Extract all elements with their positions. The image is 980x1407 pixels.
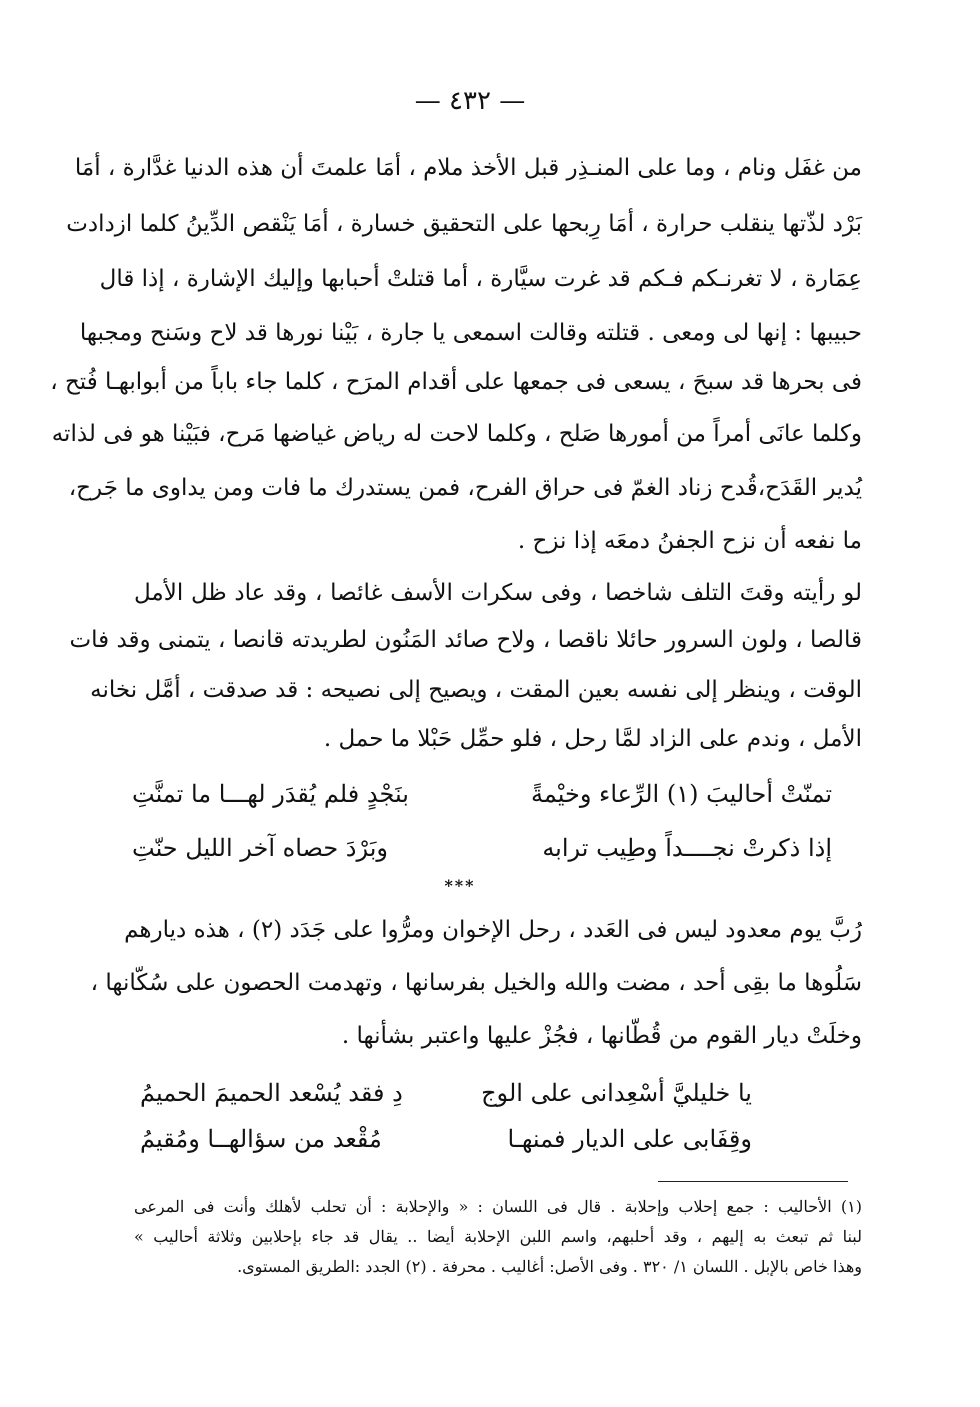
verse-1-line-2-first-hemistich: إذا ذكرتْ نجــــداً وطِيب ترابه (542, 834, 832, 862)
verse-1-line-1-second-hemistich: بنَجْدٍ فلم يُقدَر لهـــا ما تمنَّتِ (132, 780, 409, 808)
footnote-line-1: (١) الأحاليب : جمع إحلاب وإحلابة . قال فى اللسان : « والإحلابة : أن تحلب لأهلك وأنت فى المرعى (134, 1197, 862, 1216)
verse-2-line-2-first-hemistich: وقِفَابى على الديار فمنهـا (507, 1125, 752, 1153)
paragraph-2-line-1: لو رأيته وقتَ التلف شاخصا ، وفى سكرات الأسف غائصا ، وقد عاد ظل الأمل (134, 580, 862, 606)
footnote-line-3: وهذا خاص بالإبل . اللسان ١/ ٣٢٠ . وفى الأصل: أغاليب . محرفة . (٢) الجدد :الطريق المستوى. (237, 1257, 862, 1276)
footnote-line-2: لبنا ثم تبعث به إليهم ، وقد أحلبهم، واسم اللبن الإحلابة أيضا .. يقال قد جاء بإحلابين وثلاثة أحاليب » (134, 1227, 862, 1246)
paragraph-1-line-5: فى بحرها قد سبحَ ، يسعى فى جمعها على أقدام المرَح ، كلما جاء باباً من أبوابهـا فُتح ، (50, 369, 862, 395)
paragraph-1-line-8: ما نفعه أن نزح الجفنُ دمعَه إذا نزح . (517, 528, 862, 554)
page-number: — ٤٣٢ — (414, 86, 526, 116)
section-separator: *** (444, 876, 476, 895)
verse-2-line-2-second-hemistich: مُقْعد من سؤالهــا ومُقيمُ (140, 1125, 382, 1153)
paragraph-2-line-3: الوقت ، وينظر إلى نفسه بعين المقت ، ويصيح إلى نصيحه : قد صدقت ، أمَّل نخانه (90, 677, 862, 703)
verse-2-line-1-second-hemistich: دِ فقد يُسْعد الحميمَ الحميمُ (140, 1079, 403, 1107)
footnote-divider (658, 1181, 848, 1182)
paragraph-2-line-2: قالصا ، ولون السرور حائلا ناقصا ، ولاح صائد المَنُون لطريدته قانصا ، يتمنى وقد فات (69, 627, 862, 653)
paragraph-1-line-7: يُدير القَدَح،قُدح زناد الغمّ فى حراق الفرح، فمن يستدرك ما فات ومن يداوى ما جَرح، (68, 475, 862, 501)
paragraph-3-line-1: رُبَّ يوم معدود ليس فى العَدد ، رحل الإخوان ومرُّوا على جَدَد (٢) ، هذه ديارهم (124, 917, 862, 943)
paragraph-3-line-3: وخلَتْ ديار القوم من قُطّانها ، فجُزْ عليها واعتبر بشأنها . (341, 1023, 862, 1049)
paragraph-1-line-2: بَرْد لذّتها ينقلب حرارة ، أمَا رِبحها على التحقيق خسارة ، أمَا يَنْقص الدِّينُ كلما ازدادت (66, 211, 862, 237)
paragraph-1-line-6: وكلما عانَى أمراً من أمورها صَلح ، وكلما لاحت له رياض غياضها مَرح، فبَيْنا هو فى لذاته (51, 421, 862, 447)
paragraph-1-line-3: عِمَارة ، لا تغرنـكم فـكم قد غرت سيَّارة ، أما قتلتْ أحبابها وإليك الإشارة ، إذا قال (99, 266, 862, 292)
paragraph-2-line-4: الأمل ، وندم على الزاد لمَّا رحل ، فلو حمِّل حَبْلا ما حمل . (323, 726, 862, 752)
paragraph-3-line-2: سَلُوها ما بقِى أحد ، مضت والله والخيل بفرسانها ، وتهدمت الحصون على سُكّانها ، (90, 970, 862, 996)
paragraph-1-line-4: حبيبها : إنها لى ومعى . قتلته وقالت اسمعى يا جارة ، بَيْنا نورها قد لاح وسَنح ومجبها (79, 320, 862, 346)
verse-1-line-1-first-hemistich: تمنّتْ أحاليبَ (١) الرِّعاء وخيْمةً (531, 780, 832, 808)
verse-2-line-1-first-hemistich: يا خليليَّ أسْعِدانى على الوج (481, 1079, 752, 1107)
paragraph-1-line-1: من غفَل ونام ، وما على المنـذِر قبل الأخذ ملام ، أمَا علمتَ أن هذه الدنيا غدَّارة ، أمَا (74, 155, 862, 181)
verse-1-line-2-second-hemistich: وبَرْدَ حصاه آخر الليل حنّتِ (132, 834, 388, 862)
